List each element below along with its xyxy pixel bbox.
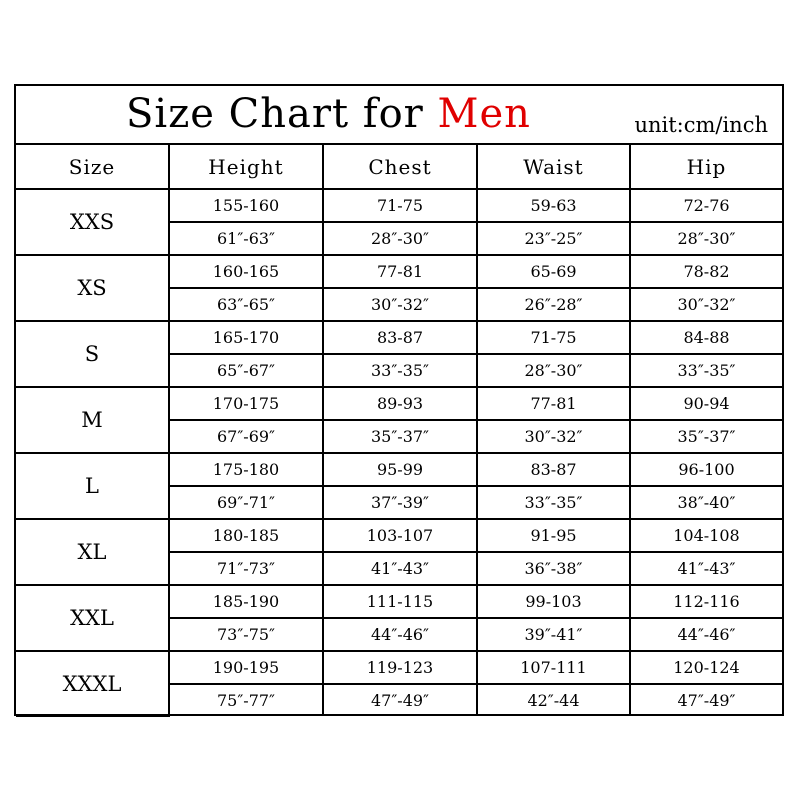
height-cm-cell: 170-175: [169, 387, 323, 420]
hip-cm-cell: 120-124: [630, 651, 782, 684]
height-inch-cell: 67″-69″: [169, 420, 323, 453]
height-cm-cell: 175-180: [169, 453, 323, 486]
height-cm-cell: 190-195: [169, 651, 323, 684]
height-inch-cell: 63″-65″: [169, 288, 323, 321]
waist-cm-cell: 65-69: [477, 255, 630, 288]
waist-inch-cell: 39″-41″: [477, 618, 630, 651]
hip-inch-cell: 30″-32″: [630, 288, 782, 321]
height-inch-cell: 69″-71″: [169, 486, 323, 519]
size-label: L: [16, 453, 169, 519]
hip-cm-cell: 104-108: [630, 519, 782, 552]
title-highlight: Men: [437, 91, 531, 137]
size-label: XL: [16, 519, 169, 585]
hip-inch-cell: 28″-30″: [630, 222, 782, 255]
chest-cm-cell: 71-75: [323, 189, 477, 222]
hip-inch-cell: 35″-37″: [630, 420, 782, 453]
table-row: [16, 651, 782, 684]
size-label: XXXL: [16, 651, 169, 716]
table-row: [16, 255, 782, 288]
height-inch-cell: 65″-67″: [169, 354, 323, 387]
chest-inch-cell: 47″-49″: [323, 684, 477, 716]
height-cm-cell: 180-185: [169, 519, 323, 552]
hip-cm-cell: 96-100: [630, 453, 782, 486]
waist-cm-cell: 91-95: [477, 519, 630, 552]
size-label: XXL: [16, 585, 169, 651]
waist-inch-cell: 42″-44: [477, 684, 630, 716]
waist-cm-cell: 99-103: [477, 585, 630, 618]
height-cm-cell: 185-190: [169, 585, 323, 618]
chest-cm-cell: 111-115: [323, 585, 477, 618]
unit-label: unit:cm/inch: [634, 113, 768, 137]
chest-inch-cell: 28″-30″: [323, 222, 477, 255]
waist-cm-cell: 77-81: [477, 387, 630, 420]
chest-cm-cell: 119-123: [323, 651, 477, 684]
hip-inch-cell: 47″-49″: [630, 684, 782, 716]
table-row: [16, 387, 782, 420]
chest-cm-cell: 77-81: [323, 255, 477, 288]
header-size: Size: [16, 145, 169, 189]
hip-cm-cell: 112-116: [630, 585, 782, 618]
waist-cm-cell: 59-63: [477, 189, 630, 222]
header-hip: Hip: [630, 145, 782, 189]
table-row: [16, 585, 782, 618]
waist-inch-cell: 26″-28″: [477, 288, 630, 321]
size-chart: [14, 84, 784, 716]
height-cm-cell: 165-170: [169, 321, 323, 354]
chest-inch-cell: 33″-35″: [323, 354, 477, 387]
chest-inch-cell: 41″-43″: [323, 552, 477, 585]
hip-inch-cell: 41″-43″: [630, 552, 782, 585]
chest-cm-cell: 103-107: [323, 519, 477, 552]
waist-inch-cell: 33″-35″: [477, 486, 630, 519]
waist-inch-cell: 28″-30″: [477, 354, 630, 387]
size-label: XS: [16, 255, 169, 321]
height-inch-cell: 71″-73″: [169, 552, 323, 585]
header-waist: Waist: [477, 145, 630, 189]
table-row: [16, 453, 782, 486]
chest-cm-cell: 89-93: [323, 387, 477, 420]
table-body: [16, 189, 782, 716]
header-chest: Chest: [323, 145, 477, 189]
table-row: [16, 519, 782, 552]
table-row: [16, 321, 782, 354]
title-row: [16, 86, 782, 145]
table-row: [16, 189, 782, 222]
size-label: M: [16, 387, 169, 453]
size-label: S: [16, 321, 169, 387]
title-prefix: Size Chart for: [126, 91, 438, 137]
waist-inch-cell: 23″-25″: [477, 222, 630, 255]
waist-inch-cell: 36″-38″: [477, 552, 630, 585]
hip-cm-cell: 78-82: [630, 255, 782, 288]
hip-inch-cell: 33″-35″: [630, 354, 782, 387]
hip-inch-cell: 38″-40″: [630, 486, 782, 519]
chest-cm-cell: 95-99: [323, 453, 477, 486]
hip-inch-cell: 44″-46″: [630, 618, 782, 651]
waist-cm-cell: 107-111: [477, 651, 630, 684]
size-table: [16, 145, 782, 717]
height-cm-cell: 155-160: [169, 189, 323, 222]
hip-cm-cell: 90-94: [630, 387, 782, 420]
chest-inch-cell: 44″-46″: [323, 618, 477, 651]
height-inch-cell: 75″-77″: [169, 684, 323, 716]
chest-inch-cell: 30″-32″: [323, 288, 477, 321]
waist-cm-cell: 83-87: [477, 453, 630, 486]
waist-inch-cell: 30″-32″: [477, 420, 630, 453]
header-height: Height: [169, 145, 323, 189]
height-inch-cell: 61″-63″: [169, 222, 323, 255]
chart-title: [126, 92, 531, 136]
chest-inch-cell: 35″-37″: [323, 420, 477, 453]
header-row: [16, 145, 782, 189]
hip-cm-cell: 72-76: [630, 189, 782, 222]
hip-cm-cell: 84-88: [630, 321, 782, 354]
chest-inch-cell: 37″-39″: [323, 486, 477, 519]
height-inch-cell: 73″-75″: [169, 618, 323, 651]
size-label: XXS: [16, 189, 169, 255]
chest-cm-cell: 83-87: [323, 321, 477, 354]
waist-cm-cell: 71-75: [477, 321, 630, 354]
height-cm-cell: 160-165: [169, 255, 323, 288]
